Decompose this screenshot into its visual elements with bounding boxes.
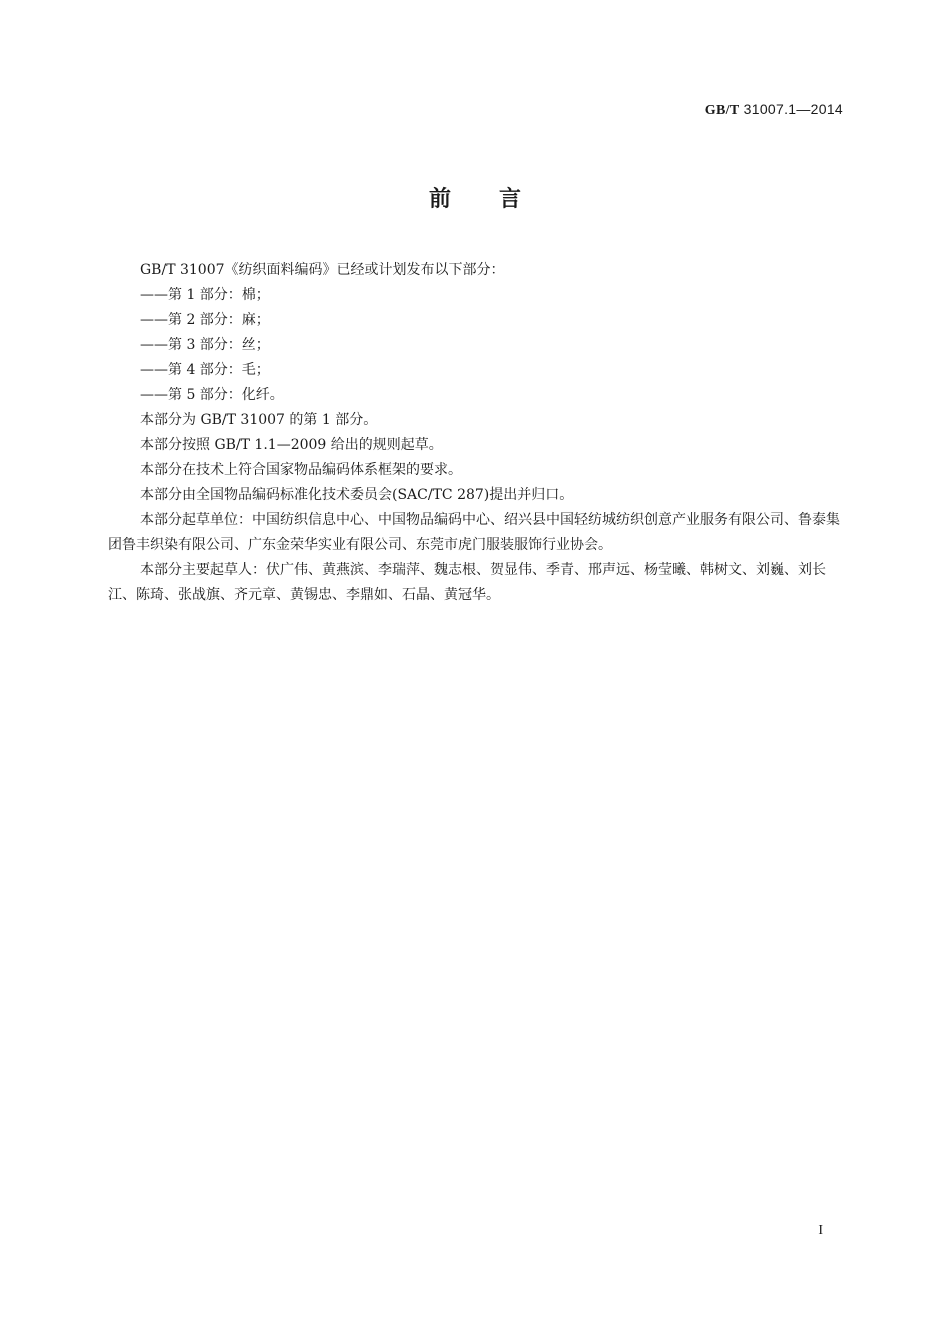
part-item-4: ——第 4 部分：毛；	[140, 362, 270, 378]
paragraph-drafting-rules: 本部分按照 GB/T 1.1—2009 给出的规则起草。	[140, 437, 443, 453]
document-code-number: 31007.1—2014	[739, 101, 843, 117]
part-item-2: ——第 2 部分：麻；	[140, 312, 270, 328]
page-title: 前言	[428, 187, 569, 212]
paragraph-framework: 本部分在技术上符合国家物品编码体系框架的要求。	[140, 462, 462, 478]
part-item-1: ——第 1 部分：棉；	[140, 287, 270, 303]
intro-paragraph: GB/T 31007《纺织面料编码》已经或计划发布以下部分：	[140, 262, 505, 278]
document-body	[108, 258, 844, 608]
paragraph-drafting-units: 本部分起草单位：中国纺织信息中心、中国物品编码中心、绍兴县中国轻纺城纺织创意产业服务有限公司、鲁泰集团鲁丰织染有限公司、广东金荣华实业有限公司、东莞市虎门服装服饰行业协会。	[108, 512, 840, 553]
part-item-3: ——第 3 部分：丝；	[140, 337, 270, 353]
document-code-prefix: GB/T	[704, 103, 740, 118]
document-code	[705, 101, 843, 119]
paragraph-part-statement: 本部分为 GB/T 31007 的第 1 部分。	[140, 412, 378, 428]
paragraph-proposer: 本部分由全国物品编码标准化技术委员会(SAC/TC 287)提出并归口。	[140, 487, 574, 503]
part-item-5: ——第 5 部分：化纤。	[140, 387, 284, 403]
page-number: I	[818, 1223, 823, 1238]
paragraph-drafters: 本部分主要起草人：伏广伟、黄燕滨、李瑞萍、魏志根、贺显伟、季青、邢声远、杨莹曦、韩树文、刘巍、刘长江、陈琦、张战旗、齐元章、黄锡忠、李鼎如、石晶、黄冠华。	[108, 562, 826, 603]
